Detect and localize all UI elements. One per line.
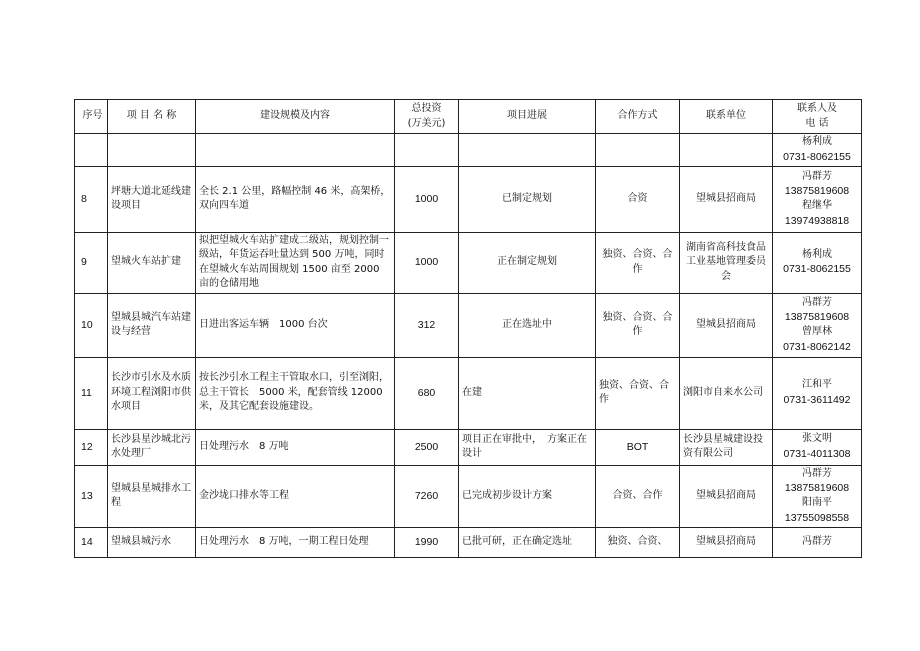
contact-line: 张文明 bbox=[802, 433, 832, 445]
cell-progress bbox=[459, 134, 596, 167]
header-investment-line2: (万美元) bbox=[407, 117, 446, 129]
header-mode: 合作方式 bbox=[596, 100, 680, 134]
table-header-row bbox=[75, 100, 862, 134]
cell-investment: 1000 bbox=[395, 232, 459, 293]
cell-investment: 680 bbox=[395, 357, 459, 429]
table-row bbox=[75, 429, 862, 465]
contact-line: 杨利成 bbox=[802, 248, 832, 260]
contact-line: 0731-3611492 bbox=[783, 393, 851, 406]
cell-contacts bbox=[773, 528, 862, 558]
header-contact-line2: 电 话 bbox=[805, 117, 829, 129]
cell-unit: 湖南省高科技食品工业基地管理委员会 bbox=[680, 232, 773, 293]
cell-scope: 拟把望城火车站扩建成二级站，规划控制一级站，年货运吞吐量达到 500 万吨，同时在望城火车站周围规划 1500 亩至 2000 亩的仓储用地 bbox=[196, 232, 395, 293]
cell-progress: 已制定规划 bbox=[459, 166, 596, 232]
contact-line: 13755098558 bbox=[784, 511, 850, 524]
cell-contacts bbox=[773, 293, 862, 357]
cell-progress: 已批可研，正在确定选址 bbox=[459, 528, 596, 558]
header-progress: 项目进展 bbox=[459, 100, 596, 134]
cell-progress: 项目正在审批中， 方案正在设计 bbox=[459, 429, 596, 465]
table-row bbox=[75, 293, 862, 357]
cell-mode: BOT bbox=[596, 429, 680, 465]
cell-contacts bbox=[773, 429, 862, 465]
cell-scope bbox=[196, 134, 395, 167]
cell-name: 望城县城污水 bbox=[108, 528, 196, 558]
header-contact bbox=[773, 100, 862, 134]
cell-name: 坪塘大道北延线建设项目 bbox=[108, 166, 196, 232]
header-contact-line1: 联系人及 bbox=[797, 103, 837, 114]
table-row bbox=[75, 465, 862, 527]
table-row bbox=[75, 528, 862, 558]
cell-contacts bbox=[773, 232, 862, 293]
cell-contacts bbox=[773, 134, 862, 167]
cell-scope: 日进出客运车辆 1000 台次 bbox=[196, 293, 395, 357]
cell-scope: 日处理污水 8 万吨 bbox=[196, 429, 395, 465]
project-table bbox=[74, 99, 862, 558]
cell-mode: 独资、合资、 bbox=[596, 528, 680, 558]
header-unit: 联系单位 bbox=[680, 100, 773, 134]
cell-unit: 望城县招商局 bbox=[680, 465, 773, 527]
cell-mode: 独资、合资、合作 bbox=[596, 293, 680, 357]
header-investment bbox=[395, 100, 459, 134]
cell-scope: 金沙垅口排水等工程 bbox=[196, 465, 395, 527]
cell-unit: 望城县招商局 bbox=[680, 166, 773, 232]
contact-line: 程继华 bbox=[802, 200, 832, 212]
cell-name bbox=[108, 134, 196, 167]
cell-seq: 12 bbox=[75, 429, 108, 465]
header-investment-line1: 总投资 bbox=[411, 103, 442, 114]
contact-line: 0731-8062142 bbox=[783, 340, 851, 353]
cell-investment: 1000 bbox=[395, 166, 459, 232]
header-seq: 序号 bbox=[75, 100, 108, 134]
cell-mode: 合资、合作 bbox=[596, 465, 680, 527]
cell-contacts bbox=[773, 465, 862, 527]
cell-unit: 望城县招商局 bbox=[680, 528, 773, 558]
table-row bbox=[75, 166, 862, 232]
cell-mode: 合资 bbox=[596, 166, 680, 232]
cell-progress: 已完成初步设计方案 bbox=[459, 465, 596, 527]
cell-seq: 8 bbox=[75, 166, 108, 232]
cell-investment bbox=[395, 134, 459, 167]
cell-contacts bbox=[773, 357, 862, 429]
header-name: 项 目 名 称 bbox=[108, 100, 196, 134]
cell-name: 望城火车站扩建 bbox=[108, 232, 196, 293]
document-page bbox=[74, 99, 861, 549]
contact-line: 0731-4011308 bbox=[783, 447, 851, 460]
cell-name: 望城县星城排水工程 bbox=[108, 465, 196, 527]
table-row bbox=[75, 357, 862, 429]
contact-line: 阳南平 bbox=[802, 497, 832, 509]
cell-seq: 13 bbox=[75, 465, 108, 527]
table-row bbox=[75, 232, 862, 293]
cell-name: 长沙县星沙城北污水处理厂 bbox=[108, 429, 196, 465]
cell-progress: 正在制定规划 bbox=[459, 232, 596, 293]
cell-scope: 按长沙引水工程主干管取水口，引至浏阳，总主干管长 5000 米，配套管线 12000 米，及其它配套设施建设。 bbox=[196, 357, 395, 429]
cell-unit: 浏阳市自来水公司 bbox=[680, 357, 773, 429]
cell-progress: 正在选址中 bbox=[459, 293, 596, 357]
contact-line: 曾厚林 bbox=[802, 326, 832, 338]
contact-line: 冯群芳 bbox=[802, 467, 832, 479]
table-row bbox=[75, 134, 862, 167]
contact-line: 冯群芳 bbox=[802, 170, 832, 182]
contact-line: 冯群芳 bbox=[802, 296, 832, 308]
cell-contacts bbox=[773, 166, 862, 232]
cell-unit bbox=[680, 134, 773, 167]
cell-seq bbox=[75, 134, 108, 167]
cell-seq: 11 bbox=[75, 357, 108, 429]
cell-mode: 独资、合资、合作 bbox=[596, 357, 680, 429]
contact-line: 0731-8062155 bbox=[783, 150, 851, 163]
cell-investment: 2500 bbox=[395, 429, 459, 465]
cell-name: 长沙市引水及水质环境工程浏阳市供水项目 bbox=[108, 357, 196, 429]
cell-scope: 全长 2.1 公里，路幅控制 46 米，高架桥，双向四车道 bbox=[196, 166, 395, 232]
contact-line: 13974938818 bbox=[784, 214, 850, 227]
cell-investment: 312 bbox=[395, 293, 459, 357]
header-scope: 建设规模及内容 bbox=[196, 100, 395, 134]
cell-unit: 长沙县星城建设投资有限公司 bbox=[680, 429, 773, 465]
cell-investment: 7260 bbox=[395, 465, 459, 527]
cell-investment: 1990 bbox=[395, 528, 459, 558]
contact-line: 13875819608 bbox=[784, 482, 850, 495]
cell-seq: 14 bbox=[75, 528, 108, 558]
cell-mode: 独资、合资、合作 bbox=[596, 232, 680, 293]
cell-seq: 9 bbox=[75, 232, 108, 293]
contact-line: 13875819608 bbox=[784, 185, 850, 197]
cell-seq: 10 bbox=[75, 293, 108, 357]
contact-line: 杨利成 bbox=[802, 136, 832, 147]
contact-line: 13875819608 bbox=[784, 311, 850, 323]
cell-mode bbox=[596, 134, 680, 167]
cell-unit: 望城县招商局 bbox=[680, 293, 773, 357]
cell-scope: 日处理污水 8 万吨，一期工程日处理 bbox=[196, 528, 395, 558]
contact-line: 江和平 bbox=[802, 379, 832, 391]
contact-line: 冯群芳 bbox=[802, 536, 832, 548]
cell-name: 望城县城汽车站建设与经营 bbox=[108, 293, 196, 357]
cell-progress: 在建 bbox=[459, 357, 596, 429]
contact-line: 0731-8062155 bbox=[783, 263, 851, 276]
